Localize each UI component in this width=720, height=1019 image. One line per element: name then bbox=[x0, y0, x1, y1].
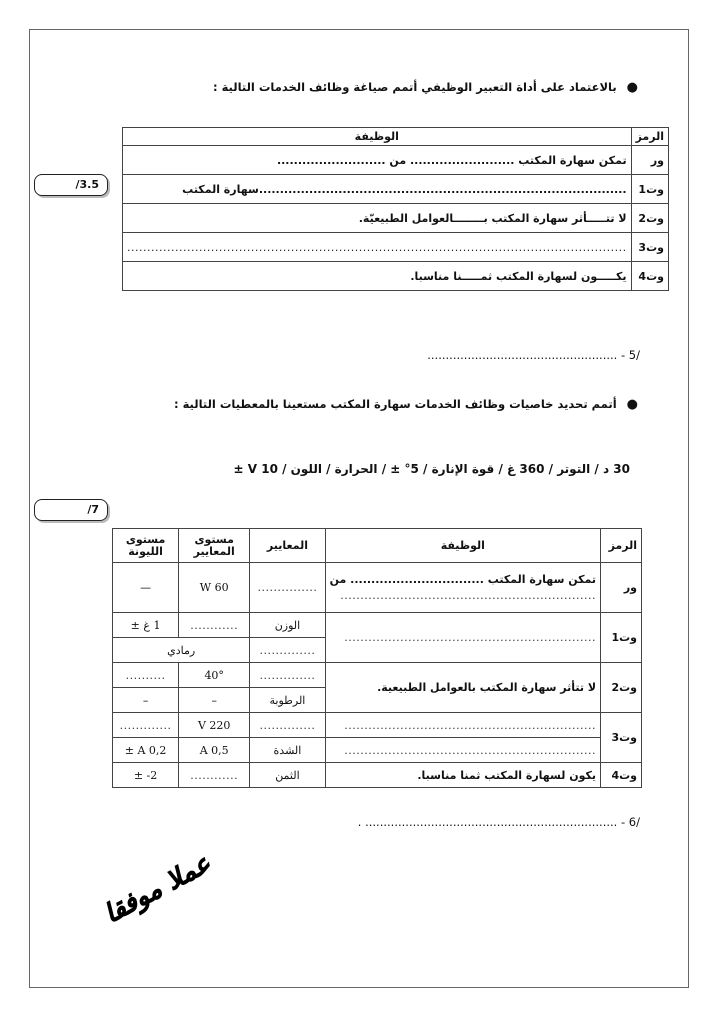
functions-table-1 bbox=[122, 127, 669, 291]
row-function[interactable]: ............................................................... bbox=[325, 613, 600, 663]
given-data-line: 30 د / التوتر / 360 غ / قوة الإنارة / 5° ± / الحرارة / اللون / 10 V ± bbox=[233, 462, 630, 476]
flex-cell: 0,2 A ± bbox=[113, 738, 179, 763]
header-function: الوظيفة bbox=[123, 128, 632, 146]
header-criteria: المعايير bbox=[250, 529, 325, 563]
table-row bbox=[113, 738, 642, 763]
row-function[interactable] bbox=[325, 563, 600, 613]
row-symbol: وت1 bbox=[631, 175, 668, 204]
criteria-cell[interactable]: .............. bbox=[250, 663, 325, 688]
criteria-cell: الرطوبة bbox=[250, 688, 325, 713]
header-function: الوظيفة bbox=[325, 529, 600, 563]
flex-cell: — bbox=[113, 563, 179, 613]
header-symbol: الرمز bbox=[631, 128, 668, 146]
level-cell: 0,5 A bbox=[179, 738, 250, 763]
flex-cell[interactable]: .......... bbox=[113, 663, 179, 688]
flex-cell: – bbox=[113, 688, 179, 713]
table-row bbox=[113, 613, 642, 638]
table-row bbox=[123, 146, 669, 175]
level-cell[interactable]: ............ bbox=[179, 763, 250, 788]
table-row bbox=[113, 563, 642, 613]
row-function[interactable]: ........................................................................................سهارة المكتب bbox=[123, 175, 632, 204]
row-function: يكون لسهارة المكتب ثمنا مناسبا. bbox=[325, 763, 600, 788]
answer-line-2[interactable]: /6 - ..................................................................... . bbox=[357, 815, 640, 829]
level-cell: 40° bbox=[179, 663, 250, 688]
level-cell: – bbox=[179, 688, 250, 713]
criteria-cell: الوزن bbox=[250, 613, 325, 638]
functions-table-2 bbox=[112, 528, 642, 788]
row-function: لا تتأثر سهارة المكتب بالعوامل الطبيعية. bbox=[325, 663, 600, 713]
flex-cell: 2- ± bbox=[113, 763, 179, 788]
row-function: يكـــــون لسهارة المكتب ثمـــــنا مناسبا. bbox=[123, 262, 632, 291]
row-symbol: وت4 bbox=[601, 763, 642, 788]
header-flex: مستوى الليونة bbox=[113, 529, 179, 563]
criteria-cell: الثمن bbox=[250, 763, 325, 788]
signature-graphic bbox=[78, 845, 238, 935]
row-function: لا تتـــــأثر سهارة المكتب بــــــــالعوامل الطبيعيّة. bbox=[123, 204, 632, 233]
criteria-cell[interactable]: ............... bbox=[250, 563, 325, 613]
table-row bbox=[113, 663, 642, 688]
level-cell: 220 V bbox=[179, 713, 250, 738]
row-symbol: ور bbox=[601, 563, 642, 613]
table-row bbox=[113, 763, 642, 788]
row-function[interactable]: ............................................................... bbox=[325, 738, 600, 763]
bullet-icon: ● bbox=[626, 80, 638, 95]
header-level: مستوى المعايير bbox=[179, 529, 250, 563]
row-symbol: وت3 bbox=[631, 233, 668, 262]
answer-line-1[interactable]: /5 - .................................................... bbox=[427, 348, 640, 362]
criteria-cell[interactable]: .............. bbox=[250, 638, 325, 663]
row-function[interactable]: ............................................................................................................................. bbox=[123, 233, 632, 262]
row-symbol: وت2 bbox=[631, 204, 668, 233]
function-text: تمكن سهارة المكتب ................................ من bbox=[329, 572, 597, 586]
instruction-2: ●أتمم تحديد خاصيات وظائف الخدمات سهارة المكتب مستعينا بالمعطيات التالية : bbox=[173, 397, 638, 412]
score-box-1: /3.5 bbox=[34, 174, 108, 196]
row-function[interactable]: تمكن سهارة المكتب ......................... من .......................... bbox=[123, 146, 632, 175]
level-cell: رمادي bbox=[113, 638, 250, 663]
row-function[interactable]: ............................................................... bbox=[325, 713, 600, 738]
row-symbol: ور bbox=[631, 146, 668, 175]
level-cell: 60 W bbox=[179, 563, 250, 613]
level-cell[interactable]: ............ bbox=[179, 613, 250, 638]
table-row bbox=[113, 713, 642, 738]
instruction-1: ●بالاعتماد على أداة التعبير الوظيفي أتمم صياغة وظائف الخدمات التالية : bbox=[212, 80, 638, 95]
table-row bbox=[123, 204, 669, 233]
flex-cell: 1 غ ± bbox=[113, 613, 179, 638]
bullet-icon: ● bbox=[626, 397, 638, 412]
row-symbol: وت2 bbox=[601, 663, 642, 713]
row-symbol: وت3 bbox=[601, 713, 642, 763]
flex-cell[interactable]: ............. bbox=[113, 713, 179, 738]
function-blank[interactable]: ................................................................ bbox=[340, 588, 597, 602]
criteria-cell: الشدة bbox=[250, 738, 325, 763]
criteria-cell[interactable]: .............. bbox=[250, 713, 325, 738]
row-symbol: وت1 bbox=[601, 613, 642, 663]
score-box-2: /7 bbox=[34, 499, 108, 521]
header-symbol: الرمز bbox=[601, 529, 642, 563]
table-row bbox=[123, 233, 669, 262]
table-row bbox=[123, 262, 669, 291]
table-row bbox=[123, 175, 669, 204]
svg-text:عملا موفقا: عملا موفقا bbox=[99, 848, 216, 930]
row-symbol: وت4 bbox=[631, 262, 668, 291]
